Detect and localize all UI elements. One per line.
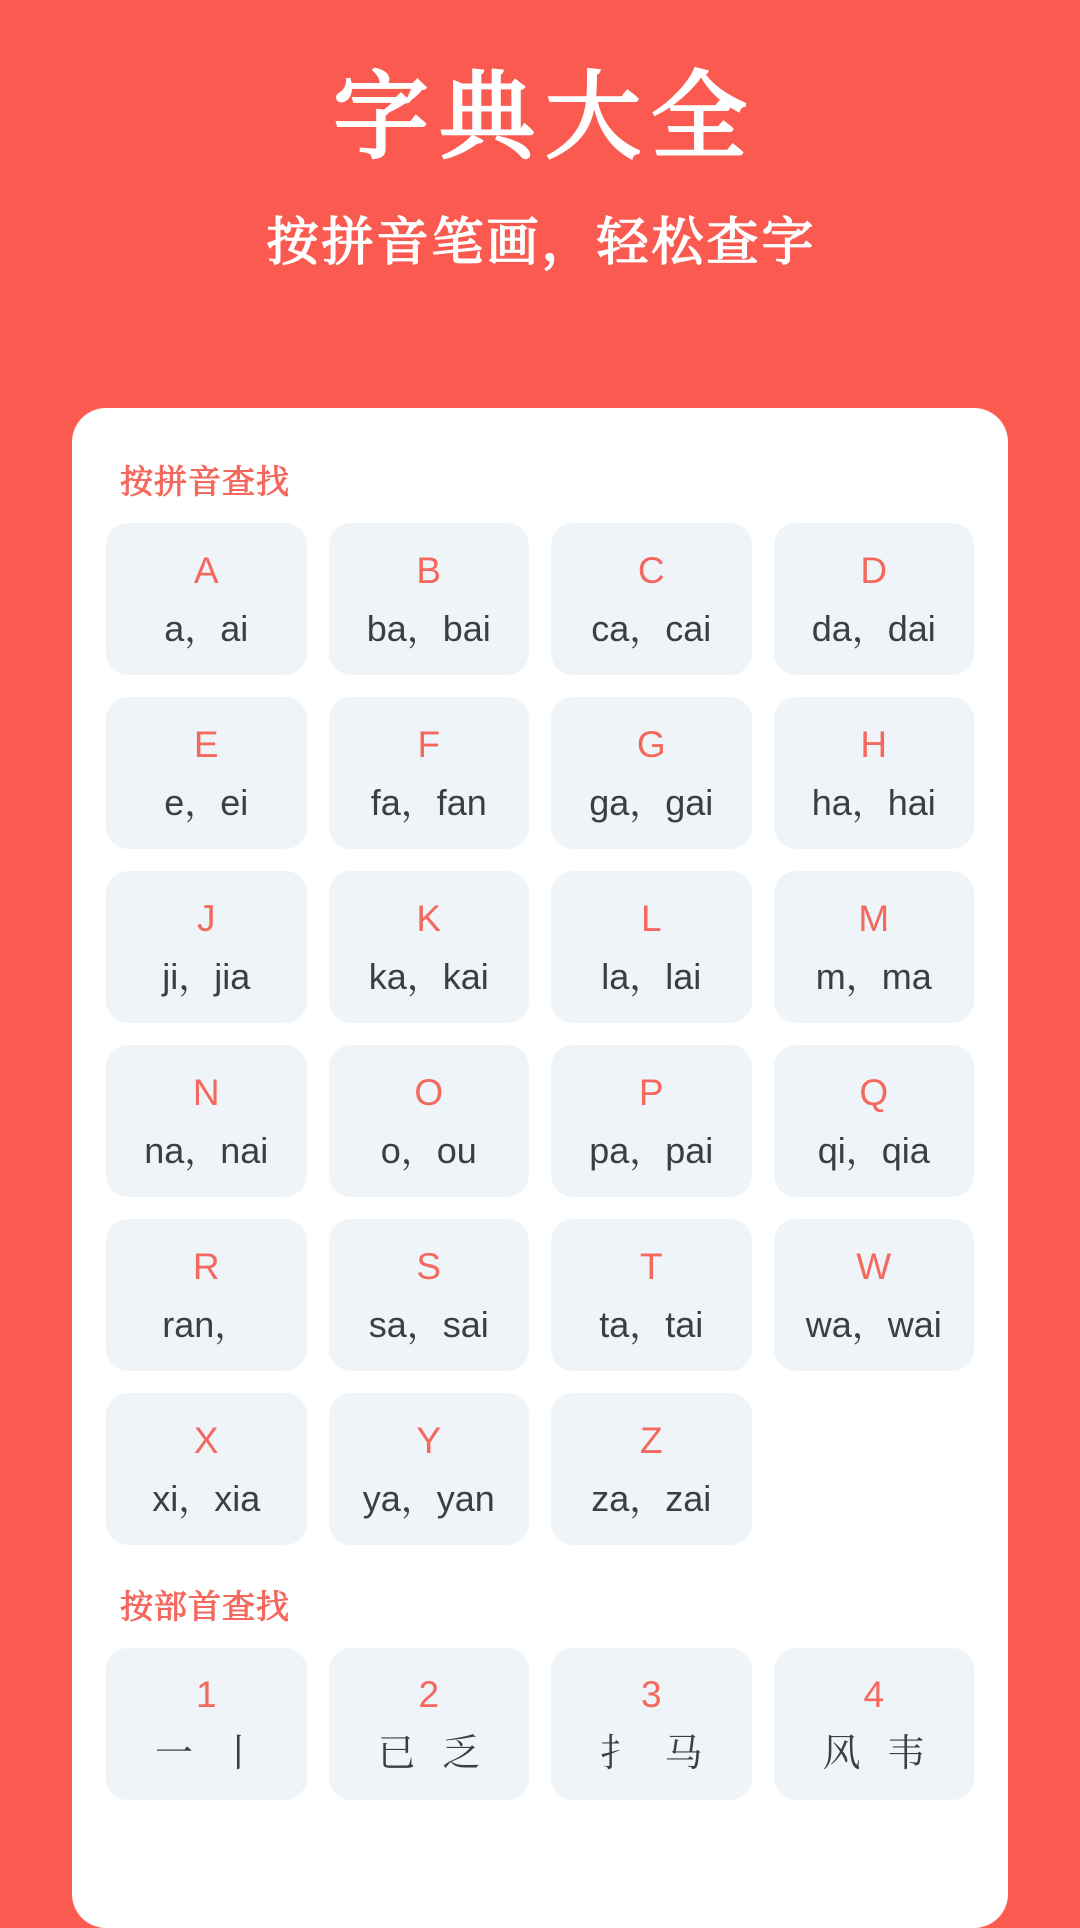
pinyin-section-title: 按拼音查找 — [120, 463, 290, 500]
pinyin-tile-l[interactable] — [551, 871, 752, 1023]
pinyin-tile-b[interactable] — [329, 523, 530, 675]
pinyin-tile-n[interactable] — [106, 1045, 307, 1197]
radical-stroke-count: 2 — [418, 1673, 440, 1715]
pinyin-letter: B — [416, 549, 442, 591]
pinyin-letter: O — [414, 1071, 444, 1113]
pinyin-tile-o[interactable] — [329, 1045, 530, 1197]
pinyin-examples: pa，pai — [589, 1129, 714, 1171]
hero-header — [0, 0, 1080, 275]
pinyin-letter: Y — [416, 1419, 442, 1461]
radical-examples: 一 丨 — [154, 1732, 266, 1775]
pinyin-letter: L — [640, 897, 662, 939]
radical-tile-3[interactable] — [551, 1648, 752, 1800]
pinyin-tile-g[interactable] — [551, 697, 752, 849]
pinyin-letter: P — [638, 1071, 664, 1113]
pinyin-examples: fa，fan — [370, 781, 487, 823]
pinyin-examples: m，ma — [815, 955, 932, 997]
pinyin-examples: a，ai — [164, 607, 249, 649]
pinyin-examples: ba，bai — [366, 607, 491, 649]
pinyin-tile-z[interactable] — [551, 1393, 752, 1545]
pinyin-letter: J — [197, 897, 216, 939]
pinyin-tile-r[interactable] — [106, 1219, 307, 1371]
pinyin-letter: G — [636, 723, 666, 765]
pinyin-examples: sa，sai — [368, 1303, 489, 1345]
pinyin-tile-y[interactable] — [329, 1393, 530, 1545]
pinyin-letter: S — [416, 1245, 442, 1287]
pinyin-letter: H — [860, 723, 888, 765]
pinyin-letter: A — [193, 549, 219, 591]
pinyin-tile-f[interactable] — [329, 697, 530, 849]
pinyin-letter: F — [417, 723, 441, 765]
pinyin-examples: ga，gai — [589, 781, 714, 823]
pinyin-examples: ka，kai — [368, 955, 489, 997]
pinyin-tile-q[interactable] — [774, 1045, 975, 1197]
pinyin-tile-k[interactable] — [329, 871, 530, 1023]
pinyin-tile-w[interactable] — [774, 1219, 975, 1371]
radical-examples: 扌 马 — [599, 1732, 711, 1775]
pinyin-examples: ca，cai — [591, 607, 712, 649]
radical-stroke-count: 3 — [640, 1673, 662, 1715]
pinyin-examples: da，dai — [811, 607, 936, 649]
pinyin-grid — [106, 523, 974, 1545]
radical-examples: 风 韦 — [822, 1732, 934, 1775]
pinyin-letter: M — [858, 897, 890, 939]
radical-grid — [106, 1648, 974, 1800]
pinyin-letter: K — [416, 897, 442, 939]
radical-tile-4[interactable] — [774, 1648, 975, 1800]
pinyin-tile-s[interactable] — [329, 1219, 530, 1371]
pinyin-tile-x[interactable] — [106, 1393, 307, 1545]
pinyin-letter: T — [639, 1245, 663, 1287]
radical-examples: 已 乏 — [377, 1732, 489, 1775]
pinyin-tile-e[interactable] — [106, 697, 307, 849]
pinyin-tile-d[interactable] — [774, 523, 975, 675]
radical-stroke-count: 4 — [863, 1673, 885, 1715]
pinyin-tile-h[interactable] — [774, 697, 975, 849]
pinyin-letter: R — [192, 1245, 220, 1287]
pinyin-tile-j[interactable] — [106, 871, 307, 1023]
pinyin-examples: la，lai — [601, 955, 702, 997]
pinyin-examples: za，zai — [591, 1477, 712, 1519]
pinyin-tile-p[interactable] — [551, 1045, 752, 1197]
page-title: 字典大全 — [333, 64, 757, 171]
pinyin-examples: ta，tai — [599, 1303, 704, 1345]
pinyin-tile-c[interactable] — [551, 523, 752, 675]
pinyin-letter: W — [856, 1245, 892, 1287]
page-subtitle: 按拼音笔画，轻松查字 — [266, 214, 817, 272]
pinyin-tile-a[interactable] — [106, 523, 307, 675]
pinyin-letter: D — [860, 549, 888, 591]
radical-tile-1[interactable] — [106, 1648, 307, 1800]
pinyin-tile-t[interactable] — [551, 1219, 752, 1371]
radical-section-title: 按部首查找 — [120, 1588, 290, 1625]
pinyin-examples: ran， — [162, 1303, 251, 1345]
pinyin-letter: N — [192, 1071, 220, 1113]
pinyin-letter: X — [193, 1419, 219, 1461]
pinyin-examples: e，ei — [164, 781, 249, 823]
pinyin-tile-m[interactable] — [774, 871, 975, 1023]
radical-stroke-count: 1 — [195, 1673, 217, 1715]
lookup-card — [72, 408, 1008, 1928]
pinyin-letter: C — [637, 549, 665, 591]
pinyin-examples: qi，qia — [817, 1129, 930, 1171]
pinyin-examples: na，nai — [144, 1129, 269, 1171]
pinyin-examples: xi，xia — [152, 1477, 261, 1519]
pinyin-examples: ji，jia — [162, 955, 251, 997]
pinyin-letter: Q — [859, 1071, 889, 1113]
pinyin-examples: wa，wai — [805, 1303, 942, 1345]
radical-tile-2[interactable] — [329, 1648, 530, 1800]
pinyin-examples: o，ou — [380, 1129, 477, 1171]
pinyin-letter: E — [193, 723, 219, 765]
pinyin-examples: ya，yan — [362, 1477, 495, 1519]
pinyin-letter: Z — [639, 1419, 663, 1461]
pinyin-examples: ha，hai — [811, 781, 936, 823]
